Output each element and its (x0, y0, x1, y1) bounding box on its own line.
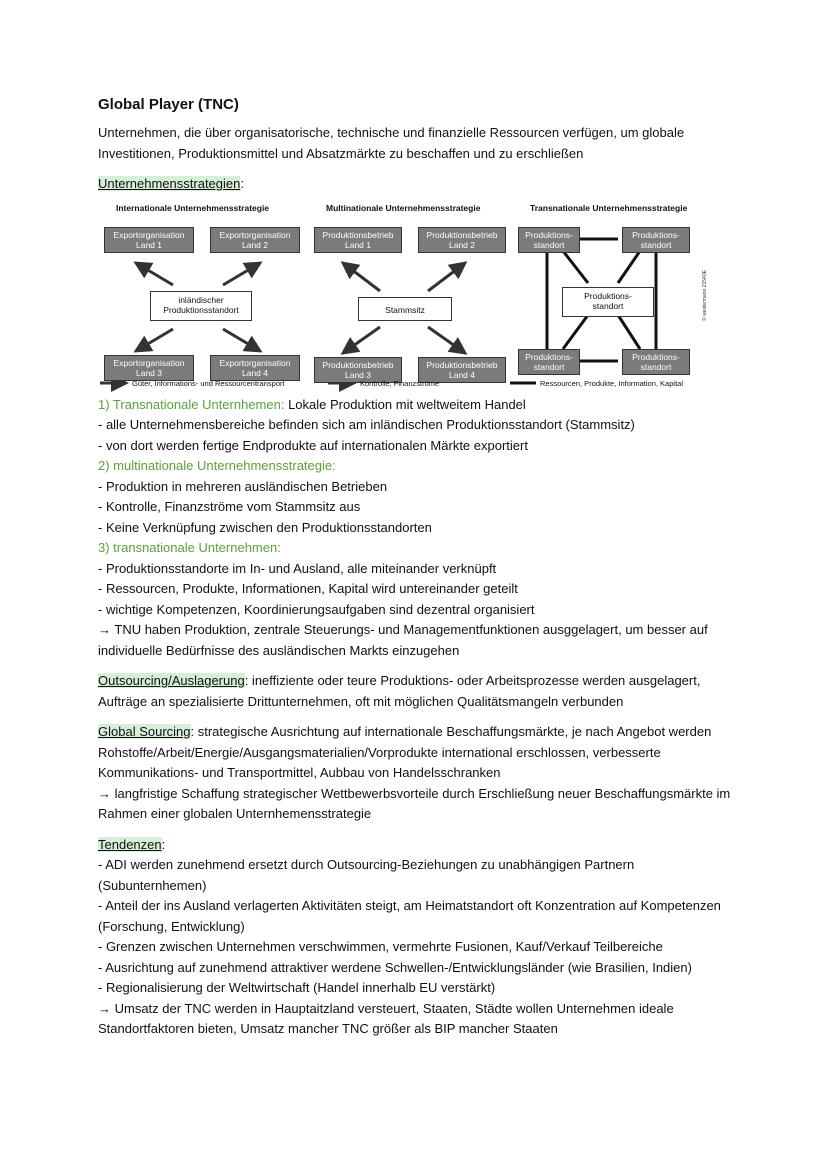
legend-resources: Ressourcen, Produkte, Information, Kapital (540, 378, 683, 388)
page-title: Global Player (TNC) (98, 96, 239, 113)
legend-control: Kontrolle, Finanzströme (360, 378, 440, 388)
trans-center: Produktions- standort (562, 287, 654, 317)
trans-title: Transnationale Unternehmensstrategie (530, 202, 688, 213)
strategies-heading: Unternehmensstrategien: (98, 176, 244, 191)
int-arrow-3 (136, 329, 173, 351)
sourcing-term: Global Sourcing (98, 724, 191, 739)
tendenz-item: → Umsatz der TNC werden in Hauptaitzland versteuert, Staaten, Städte wollen Unternehmen ideale Standortfaktoren bieten, Umsatz mancher TNC größer als BIP mancher Staaten (98, 1000, 674, 1036)
int-arrow-2 (223, 263, 260, 285)
strategy-diagram (98, 203, 710, 393)
trans-box-4: Produktions- standort (622, 349, 690, 375)
note-line: - Kontrolle, Finanzströme vom Stammsitz aus (98, 499, 361, 514)
int-arrow-1 (136, 263, 173, 285)
multi-box-4: Produktionsbetrieb Land 4 (418, 357, 506, 383)
copyright-note: © westermann 21540E (702, 269, 708, 321)
note-transnational-heading: 1) Transnationale Unternhemen: Lokale Produktion mit weltweitem Handel (98, 396, 526, 412)
multi-center: Stammsitz (358, 297, 452, 321)
trans-box-3: Produktions- standort (518, 349, 580, 375)
intro-paragraph: Unternehmen, die über organisatorische, technische und finanzielle Ressourcen verfügen, um globale Investitionen, Produktionsmittel und Absatzmärkte zu beschaffen und zu erschließen (98, 125, 685, 161)
sourcing-paragraph: Global Sourcing: strategische Ausrichtung auf internationale Beschaffungsmärkte, je nach Angebot werden Rohstoffe/Arbeit/Energie/Ausgangsmaterialien/Vorprodukte international erschlossen, verbesserte Kommunikations- und Transportmittel, Aubbau von Handelsschranken (98, 724, 712, 780)
int-center: inländischer Produktionsstandort (150, 291, 252, 321)
multi-arrow-4 (428, 327, 465, 353)
multi-arrow-2 (428, 263, 465, 291)
legend-transport: Güter, Informations- und Ressourcentransport (132, 378, 285, 388)
note-line: - alle Unternehmensbereiche befinden sich am inländischen Produktionsstandort (Stammsitz) (98, 417, 635, 432)
trans-box-1: Produktions- standort (518, 227, 580, 253)
multi-arrow-1 (343, 263, 380, 291)
note-multinational-heading: 2) multinationale Unternehmensstrategie: (98, 458, 336, 473)
tendenz-item: - ADI werden zunehmend ersetzt durch Outsourcing-Beziehungen zu unabhängigen Partnern (Subunternhemen) (98, 857, 635, 893)
note-line: - Produktion in mehreren ausländischen Betrieben (98, 478, 388, 494)
int-title: Internationale Unternehmensstrategie (116, 202, 270, 213)
tendenz-item: - Grenzen zwischen Unternehmen verschwimmen, vermehrte Fusionen, Kauf/Verkauf Teilbereiche (98, 939, 663, 954)
outsourcing-paragraph: Outsourcing/Auslagerung: ineffiziente oder teure Produktions- oder Arbeitsprozesse werden ausgelagert, Aufträge an spezialisierte Drittunternehmen, oft mit möglichen Qualitätsmangeln verbunden (98, 673, 701, 709)
note-line: - Produktionsstandorte im In- und Ausland, alle miteinander verknüpft (98, 560, 497, 576)
tendenzen-heading: Tendenzen: (98, 836, 166, 852)
int-box-1: Exportorganisation Land 1 (104, 227, 194, 253)
tendenz-item: - Regionalisierung der Weltwirtschaft (Handel innerhalb EU verstärkt) (98, 980, 496, 995)
sourcing-section (98, 722, 738, 825)
note-line: - von dort werden fertige Endprodukte auf internationalen Märkte exportiert (98, 437, 528, 453)
note-transnational-subheading: 3) transnationale Unternehmen: (98, 540, 281, 555)
multi-box-3: Produktionsbetrieb Land 3 (314, 357, 402, 383)
multi-box-1: Produktionsbetrieb Land 1 (314, 227, 402, 253)
note-line: - wichtige Kompetenzen, Koordinierungsaufgaben sind dezentral organisiert (98, 601, 535, 617)
multi-box-2: Produktionsbetrieb Land 2 (418, 227, 506, 253)
document-page (98, 96, 738, 1040)
note-line: - Keine Verknüpfung zwischen den Produktionsstandorten (98, 519, 432, 535)
strategy-notes (98, 395, 738, 662)
note-conclusion: → TNU haben Produktion, zentrale Steuerungs- und Managementfunktionen ausggelagert, um besser auf individuelle Bedürfnisse des ausländischen Markts einzugehen (98, 622, 708, 658)
note-line: - Ressourcen, Produkte, Informationen, Kapital wird untereinander geteilt (98, 581, 518, 596)
outsourcing-term: Outsourcing/Auslagerung (98, 673, 245, 688)
tendenzen-term: Tendenzen (98, 836, 162, 852)
sourcing-conclusion: → langfristige Schaffung strategischer Wettbewerbsvorteile durch Erschließung neuer Beschaffungsmärkte im Rahmen einer globalen Unternhemensstrategie (98, 785, 731, 821)
int-box-4: Exportorganisation Land 4 (210, 355, 300, 381)
int-box-3: Exportorganisation Land 3 (104, 355, 194, 381)
strategies-term: Unternehmensstrategien (98, 176, 241, 191)
int-arrow-4 (223, 329, 260, 351)
trans-box-2: Produktions- standort (622, 227, 690, 253)
tendenz-item: - Anteil der ins Ausland verlagerten Aktivitäten steigt, am Heimatstandort oft Konzentration auf Kompetenzen (Forschung, Entwicklung) (98, 898, 721, 934)
multi-arrow-3 (343, 327, 380, 353)
multi-title: Multinationale Unternehmensstrategie (326, 202, 481, 213)
int-box-2: Exportorganisation Land 2 (210, 227, 300, 253)
tendenzen-section (98, 835, 738, 1040)
tendenz-item: - Ausrichtung auf zunehmend attraktiver werdene Schwellen-/Entwicklungsländer (wie Brasilien, Indien) (98, 959, 692, 975)
